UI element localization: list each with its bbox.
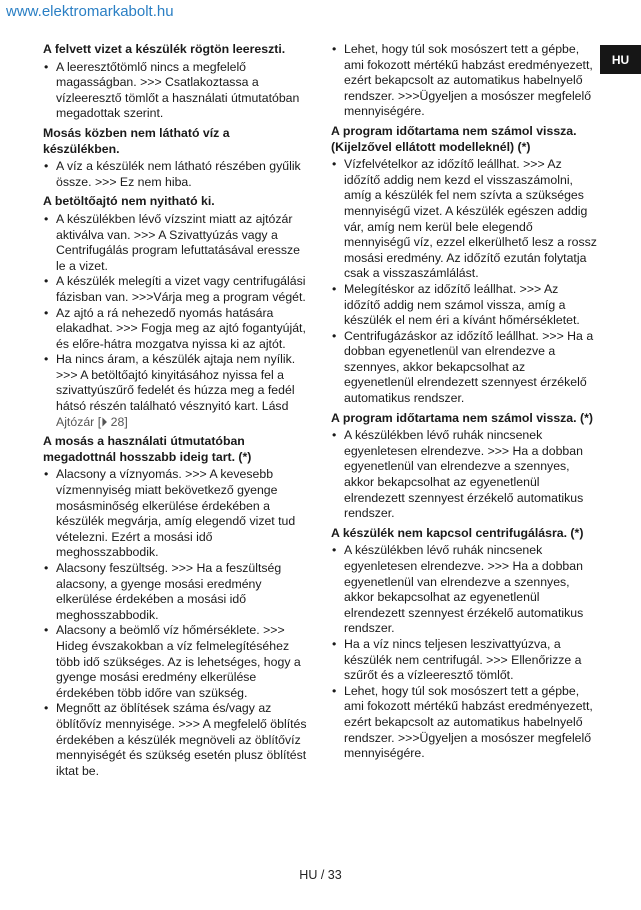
list-item: • Vízfelvételkor az időzítő leállhat. >>> Az időzítő addig nem kezd el visszaszámolni, amíg a készülék fel nem szívta a szükséges mennyiségű vizet. A készülék egészen addig vár, amíg nem kerül bele elegendő mennyiségű víz, ezzel elkerülhető lesz a rossz mosási eredmény. Az időzítő ezután folytatja csak a visszaszámlálást. — [331, 157, 597, 282]
section-list — [331, 42, 597, 120]
cross-reference-link[interactable]: Ajtózár [⏵ 28] — [56, 414, 128, 429]
list-item: • Alacsony a beömlő víz hőmérséklete. >>> Hideg évszakokban a víz felmelegítéséhez több idő szükséges. Az is lehetséges, hogy a gyenge mosási eredmény elkerülése érdekében több időre van szükség. — [43, 623, 309, 701]
section-list — [43, 467, 309, 779]
list-item: • Az ajtó a rá nehezedő nyomás hatására elakadhat. >>> Fogja meg az ajtó fogantyúját, és előre-hátra mozgatva nyissa ki az ajtót. — [43, 306, 309, 353]
list-item: • A készülékben lévő ruhák nincsenek egyenletesen elrendezve. >>> Ha a dobban egyenetlenül van elrendezve a szennyes, akkor bekapcsolhat az egyenetlenül elrendezett szennyest érzékelő automatikus rendszer. — [331, 428, 597, 522]
left-column — [43, 42, 309, 779]
list-item: • A készülékben lévő vízszint miatt az ajtózár aktiválva van. >>> A Szivattyúzás vagy a Centrifugálás program lefuttatásával eressze le a vizet. — [43, 212, 309, 274]
section-heading: A felvett vizet a készülék rögtön leereszti. — [43, 42, 286, 56]
list-item: • A készülék melegíti a vizet vagy centrifugálási fázisban van. >>>Várja meg a program végét. — [43, 274, 309, 305]
list-item: • A leeresztőtömlő nincs a megfelelő magasságban. >>> Csatlakoztassa a vízleeresztő tömlőt a használati útmutatóban megadottak szerint. — [43, 60, 309, 122]
language-tab: HU — [600, 45, 641, 74]
right-column — [331, 42, 597, 762]
section-list — [43, 159, 309, 190]
list-item: • A készülékben lévő ruhák nincsenek egyenletesen elrendezve. >>> Ha a dobban egyenetlenül van elrendezve a szennyes, akkor bekapcsolhat az egyenetlenül elrendezett szennyest érzékelő automatikus rendszer. — [331, 543, 597, 637]
list-item: • Lehet, hogy túl sok mosószert tett a gépbe, ami fokozott mértékű habzást eredményezett, ezért bekapcsolt az automatikus habelnyelő rendszer. >>>Ügyeljen a mosószer megfelelő mennyiségére. — [331, 42, 597, 120]
list-item: • Megnőtt az öblítések száma és/vagy az öblítővíz mennyisége. >>> A megfelelő öblítés érdekében a készülék megnöveli az öblítővíz mennyiségét és szükség esetén plusz öblítést iktat be. — [43, 701, 309, 779]
list-item: • A víz a készülék nem látható részében gyűlik össze. >>> Ez nem hiba. — [43, 159, 309, 190]
list-item: • Centrifugázáskor az időzítő leállhat. >>> Ha a dobban egyenetlenül van elrendezve a szennyes, akkor bekapcsolhat az egyenetlenül elrendezett szennyest érzékelő automatikus rendszer. — [331, 329, 597, 407]
section-list — [43, 60, 309, 122]
section-heading: A program időtartama nem számol vissza. (Kijelzővel ellátott modelleknél) (*) — [331, 123, 577, 154]
list-item-text: Ha nincs áram, a készülék ajtaja nem nyílik. >>> A betöltőajtó kinyitásához nyissa fel a szivattyúszűrő fedelét és húzza meg a fedél hátsó részén található vésznyitó kart. Lásd — [56, 352, 296, 414]
section-heading: A program időtartama nem számol vissza. (*) — [331, 410, 593, 425]
list-item — [43, 352, 309, 430]
section-list — [43, 212, 309, 430]
section-heading: Mosás közben nem látható víz a készülékben. — [43, 125, 230, 156]
list-item: • Alacsony a víznyomás. >>> A kevesebb vízmennyiség miatt bekövetkező gyenge mosásminőség elkerülése érdekében a készülék megvárja, amíg elegendő vizet tud vételezni. Ezért a mosási idő meghosszabbodik. — [43, 467, 309, 561]
page-number: HU / 33 — [299, 868, 342, 882]
list-item: • Melegítéskor az időzítő leállhat. >>> Az időzítő addig nem számol vissza, amíg a készülék el nem éri a kívánt hőmérsékletet. — [331, 282, 597, 329]
list-item: • Lehet, hogy túl sok mosószert tett a gépbe, ami fokozott mértékű habzást eredményezett, ezért bekapcsolt az automatikus habelnyelő rendszer. >>>Ügyeljen a mosószer megfelelő mennyiségére. — [331, 684, 597, 762]
section-heading: A betöltőajtó nem nyitható ki. — [43, 194, 215, 209]
section-heading: A mosás a használati útmutatóban megadottnál hosszabb ideig tart. (*) — [43, 434, 252, 464]
list-item: • Alacsony feszültség. >>> Ha a feszültség alacsony, a gyenge mosási eredmény elkerülése érdekében a mosási idő meghosszabbodik. — [43, 561, 309, 623]
section-list — [331, 428, 597, 522]
section-list — [331, 157, 597, 407]
section-heading: A készülék nem kapcsol centrifugálásra. (*) — [331, 525, 584, 540]
section-list — [331, 543, 597, 761]
site-url[interactable]: www.elektromarkabolt.hu — [6, 3, 174, 20]
list-item: • Ha a víz nincs teljesen leszivattyúzva, a készülék nem centrifugál. >>> Ellenőrizze a szűrőt és a vízleeresztő tömlőt. — [331, 637, 597, 684]
